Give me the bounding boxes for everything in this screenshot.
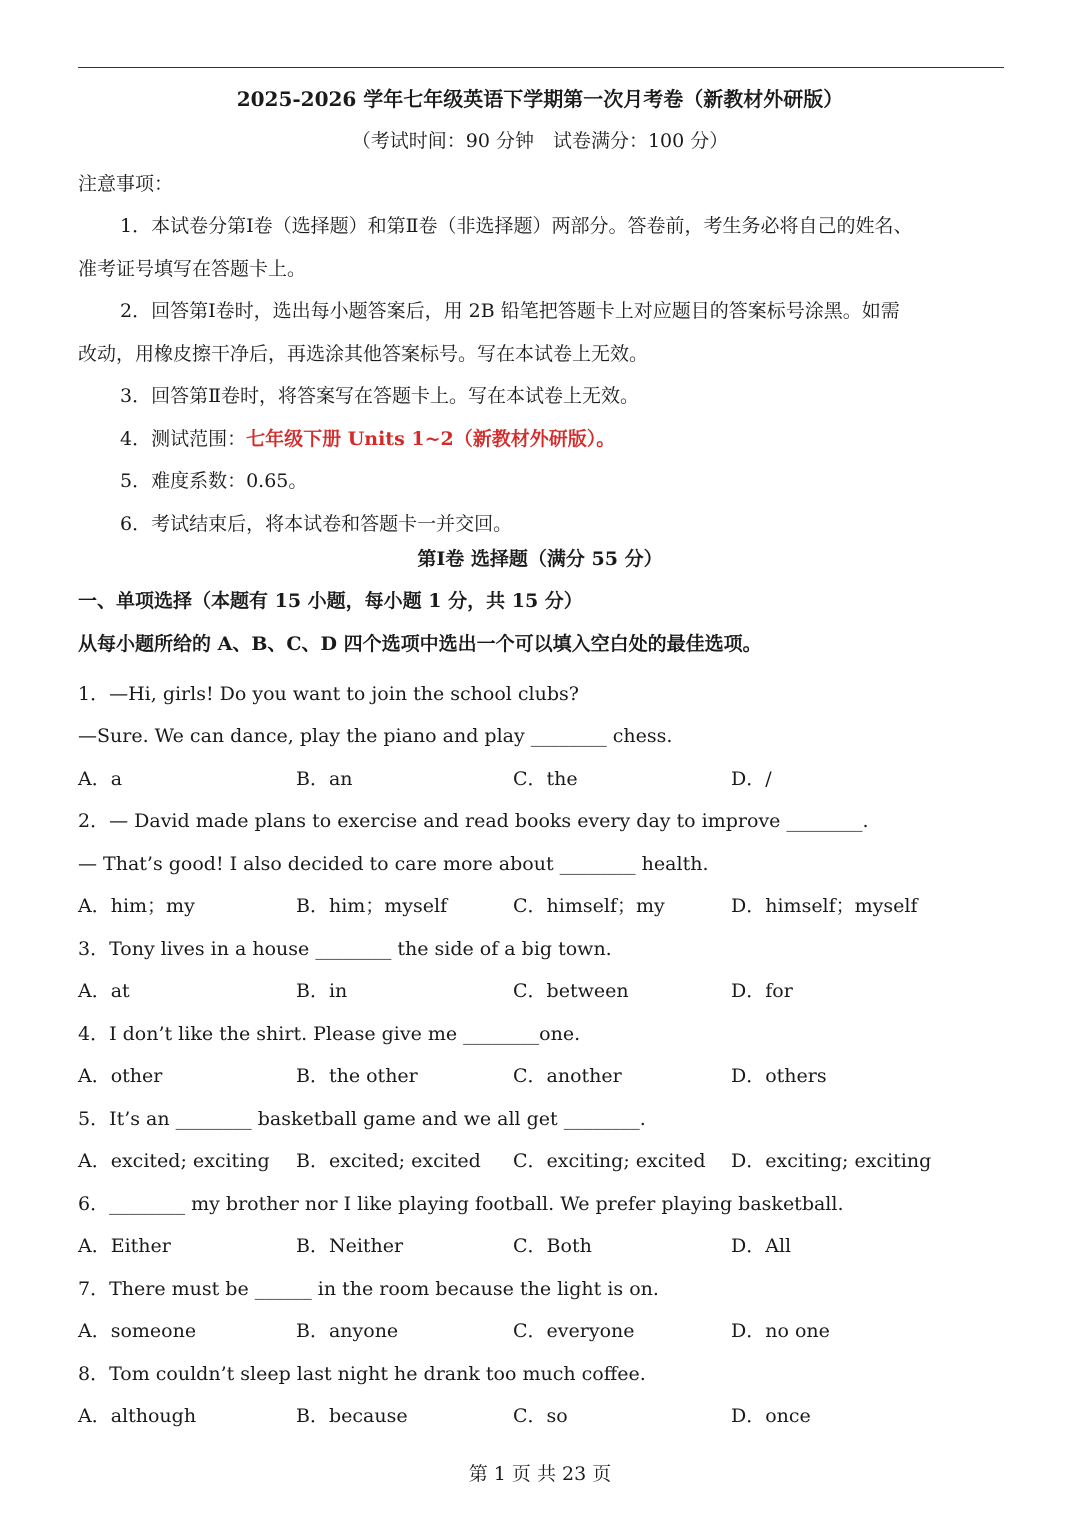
section-1-title: 一、单项选择（本题有 15 小题，每小题 1 分，共 15 分） [78,590,583,612]
note-item-3: 3．回答第Ⅱ卷时，将答案写在答题卡上。写在本试卷上无效。 [120,385,640,407]
q1-option-c[interactable]: C．the [513,768,578,790]
note-item-4 [120,426,615,452]
note-item-5: 5．难度系数：0.65。 [120,470,308,492]
notes-heading: 注意事项： [78,173,174,195]
question-8: 8．Tom couldn’t sleep last night he drank too much coffee. [78,1363,646,1385]
exam-subtitle: （考试时间：90 分钟 试卷满分：100 分） [351,130,729,152]
question-1-line-1: 1．—Hi, girls! Do you want to join the school clubs? [78,683,579,705]
note-item-4-prefix: 4．测试范围： [120,428,247,450]
q6-option-c[interactable]: C．Both [513,1235,592,1257]
question-2-line-1: 2．— David made plans to exercise and read books every day to improve ________. [78,810,869,832]
question-6: 6．________ my brother nor I like playing football. We prefer playing basketball. [78,1193,844,1215]
question-7: 7．There must be ______ in the room because the light is on. [78,1278,659,1300]
q1-option-a[interactable]: A．a [78,768,123,790]
question-1-line-2: —Sure. We can dance, play the piano and play ________ chess. [78,725,673,747]
q5-option-c[interactable]: C．exciting; excited [513,1150,706,1172]
q8-option-d[interactable]: D．once [731,1405,811,1427]
q6-option-b[interactable]: B．Neither [296,1235,404,1257]
question-2-line-2: — That’s good! I also decided to care more about ________ health. [78,853,709,875]
question-4: 4．I don’t like the shirt. Please give me ________one. [78,1023,581,1045]
q2-option-d[interactable]: D．himself；myself [731,895,918,917]
q8-option-b[interactable]: B．because [296,1405,408,1427]
note-item-1-line-2: 准考证号填写在答题卡上。 [78,258,307,280]
q3-option-a[interactable]: A．at [78,980,130,1002]
note-item-6: 6．考试结束后，将本试卷和答题卡一并交回。 [120,513,513,535]
q4-option-a[interactable]: A．other [78,1065,163,1087]
q7-option-b[interactable]: B．anyone [296,1320,399,1342]
test-range: 七年级下册 Units 1~2（新教材外研版）。 [246,428,616,450]
q4-option-d[interactable]: D．others [731,1065,827,1087]
q7-option-a[interactable]: A．someone [78,1320,197,1342]
q2-option-b[interactable]: B．him；myself [296,895,448,917]
q5-option-b[interactable]: B．excited; excited [296,1150,481,1172]
q7-option-d[interactable]: D．no one [731,1320,830,1342]
q4-option-b[interactable]: B．the other [296,1065,418,1087]
exam-title: 2025-2026 学年七年级英语下学期第一次月考卷（新教材外研版） [236,87,844,111]
q4-option-c[interactable]: C．another [513,1065,622,1087]
q1-option-b[interactable]: B．an [296,768,353,790]
q3-option-c[interactable]: C．between [513,980,629,1002]
q5-option-d[interactable]: D．exciting; exciting [731,1150,932,1172]
q8-option-c[interactable]: C．so [513,1405,568,1427]
part-1-title: 第Ⅰ卷 选择题（满分 55 分） [417,548,663,570]
q1-option-d[interactable]: D．/ [731,768,772,790]
section-1-instruction: 从每小题所给的 A、B、C、D 四个选项中选出一个可以填入空白处的最佳选项。 [78,633,762,655]
note-item-2-line-1: 2．回答第Ⅰ卷时，选出每小题答案后，用 2B 铅笔把答题卡上对应题目的答案标号涂黑。如需 [120,300,900,322]
top-rule [78,67,1004,68]
note-item-2-line-2: 改动，用橡皮擦干净后，再选涂其他答案标号。写在本试卷上无效。 [78,343,649,365]
q7-option-c[interactable]: C．everyone [513,1320,635,1342]
q2-option-a[interactable]: A．him；my [78,895,195,917]
question-5: 5．It’s an ________ basketball game and we all get ________. [78,1108,646,1130]
q2-option-c[interactable]: C．himself；my [513,895,665,917]
q5-option-a[interactable]: A．excited; exciting [78,1150,270,1172]
question-3: 3．Tony lives in a house ________ the side of a big town. [78,938,612,960]
q3-option-d[interactable]: D．for [731,980,793,1002]
q6-option-d[interactable]: D．All [731,1235,792,1257]
q3-option-b[interactable]: B．in [296,980,348,1002]
page-number: 第 1 页 共 23 页 [468,1463,612,1485]
note-item-1-line-1: 1．本试卷分第Ⅰ卷（选择题）和第Ⅱ卷（非选择题）两部分。答卷前，考生务必将自己的姓名、 [120,215,913,237]
q6-option-a[interactable]: A．Either [78,1235,171,1257]
q8-option-a[interactable]: A．although [78,1405,197,1427]
